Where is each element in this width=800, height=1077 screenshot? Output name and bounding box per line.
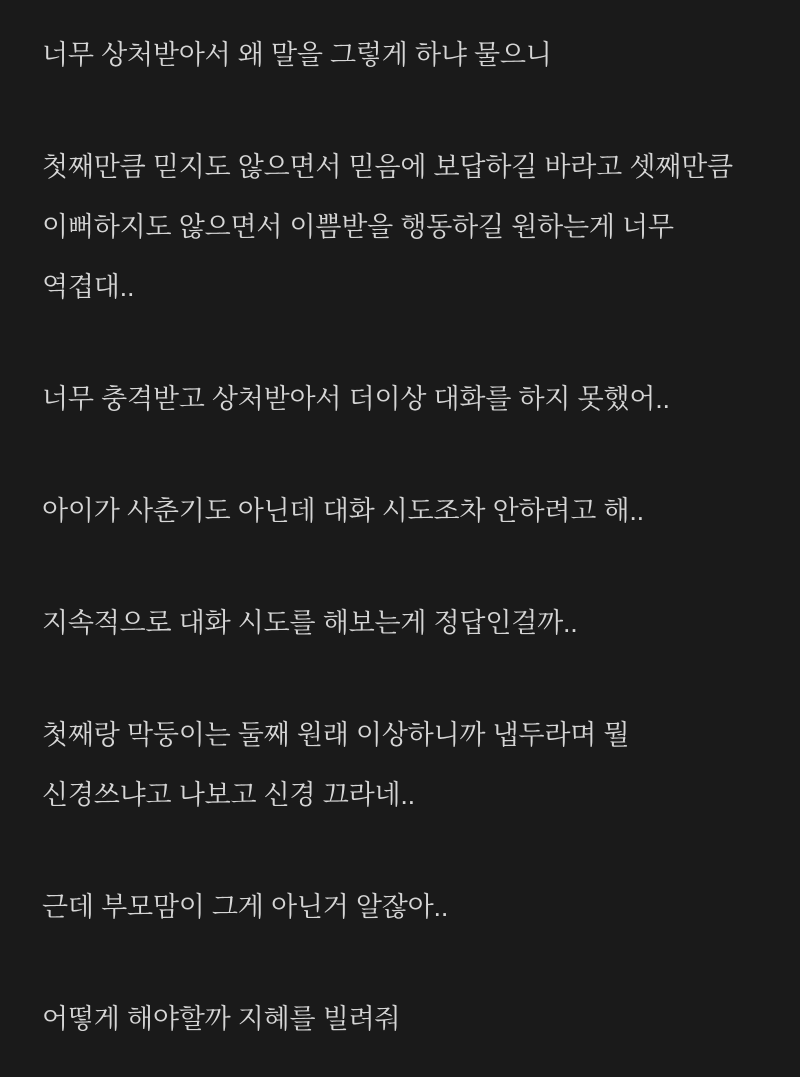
post-line: 너무 상처받아서 왜 말을 그렇게 하냐 물으니 — [42, 40, 552, 70]
post-paragraph — [42, 25, 764, 85]
post-line: 첫째만큼 믿지도 않으면서 믿음에 보답하길 바라고 셋째만큼 — [42, 152, 733, 182]
post-line: 아이가 사춘기도 아닌데 대화 시도조차 안하려고 해.. — [42, 496, 644, 526]
post-paragraph — [42, 137, 764, 317]
post-line: 첫째랑 막둥이는 둘째 원래 이상하니까 냅두라며 뭘 — [42, 720, 630, 750]
post-paragraph — [42, 593, 764, 653]
post-paragraph — [42, 481, 764, 541]
post-paragraph — [42, 877, 764, 937]
post-line: 어떻게 해야할까 지혜를 빌려줘 — [42, 1004, 401, 1034]
post-line: 이뻐하지도 않으면서 이쁨받을 행동하길 원하는게 너무 — [42, 212, 674, 242]
post-line: 지속적으로 대화 시도를 해보는게 정답인걸까.. — [42, 608, 578, 638]
post-line: 역겹대.. — [42, 272, 135, 302]
post-paragraph — [42, 705, 764, 825]
post-line: 근데 부모맘이 그게 아닌거 알잖아.. — [42, 892, 449, 922]
post-line: 너무 충격받고 상처받아서 더이상 대화를 하지 못했어.. — [42, 384, 670, 414]
post-line: 신경쓰냐고 나보고 신경 끄라네.. — [42, 780, 415, 810]
post-paragraph — [42, 369, 764, 429]
post-paragraph — [42, 989, 764, 1049]
